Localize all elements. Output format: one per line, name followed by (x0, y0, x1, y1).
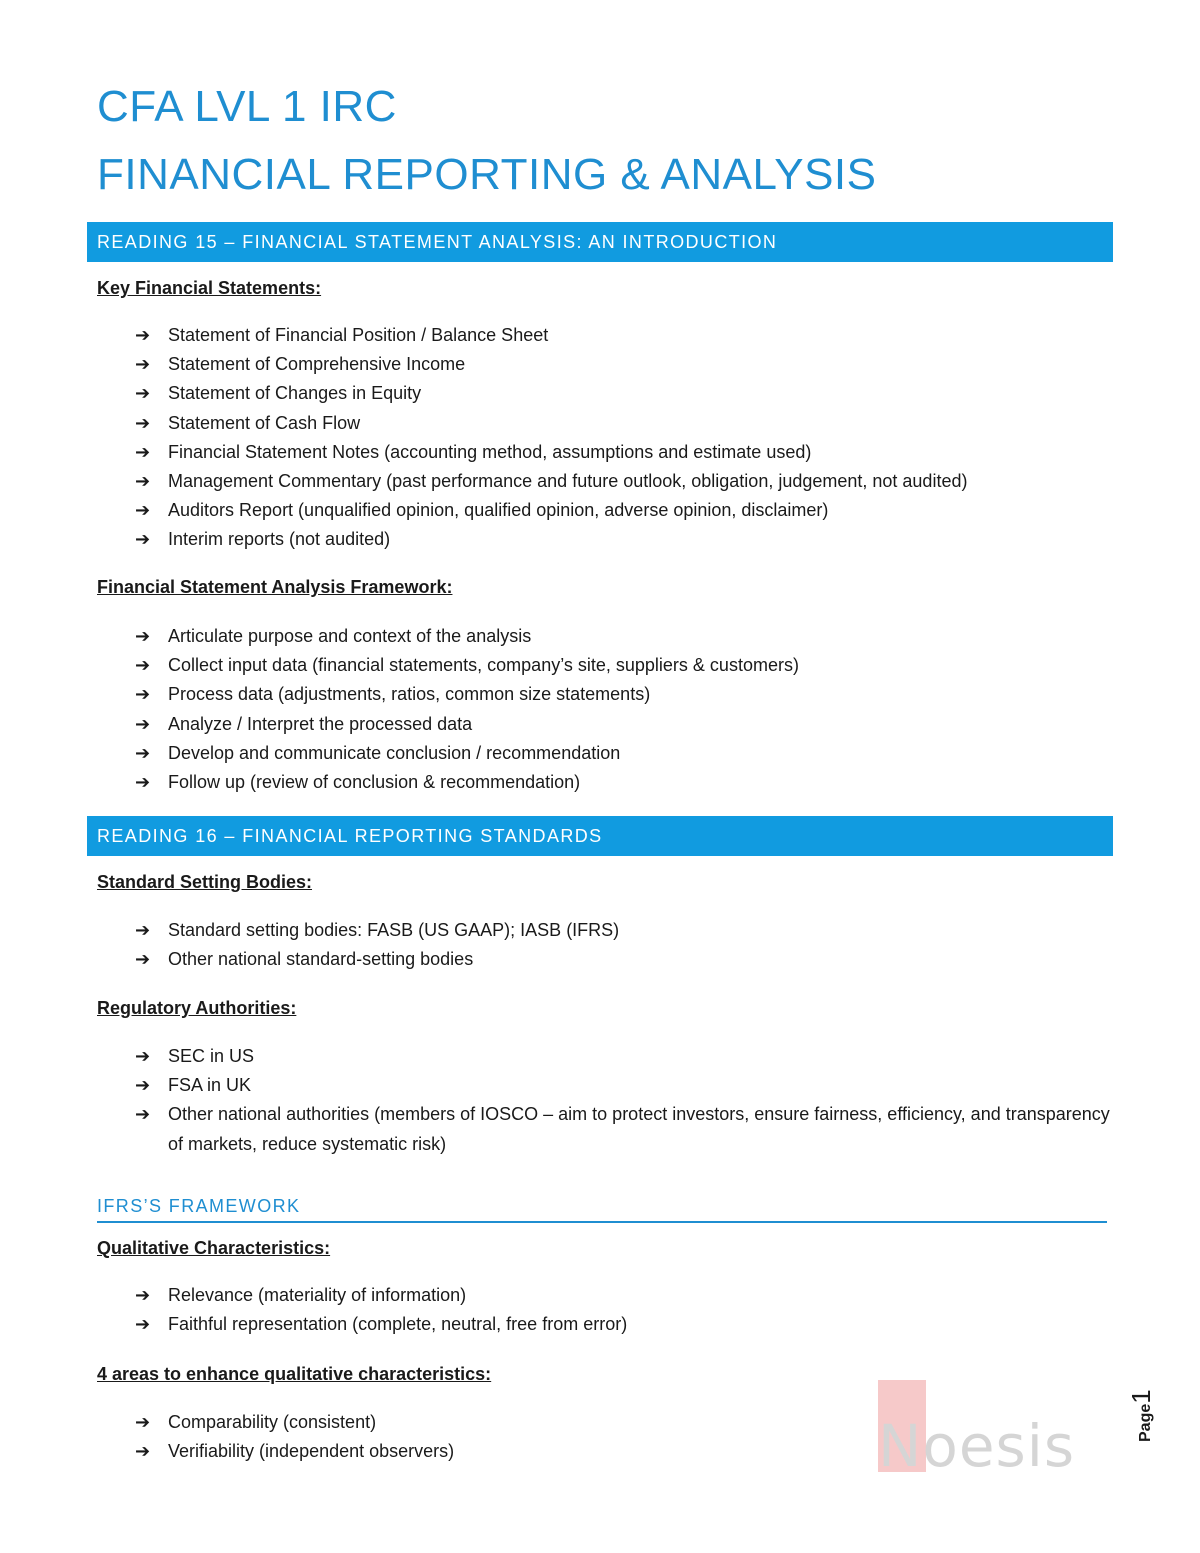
list-item (135, 710, 1115, 739)
list-item-text: Develop and communicate conclusion / recommendation (168, 742, 621, 763)
arrow-right-icon: ➔ (135, 354, 151, 375)
arrow-right-icon: ➔ (135, 325, 151, 345)
list-qualitative-characteristics (135, 1281, 1115, 1339)
arrow-right-icon: ➔ (135, 441, 151, 462)
page-number (1126, 1389, 1157, 1442)
list-item (135, 1310, 1115, 1339)
heading-analysis-framework: Financial Statement Analysis Framework: (97, 577, 453, 597)
list-item-text: Financial Statement Notes (accounting method, assumptions and estimate used) (168, 441, 812, 462)
list-item-text: Statement of Financial Position / Balance Sheet (168, 325, 549, 345)
arrow-right-icon: ➔ (135, 742, 151, 763)
arrow-right-icon: ➔ (135, 383, 151, 404)
list-item-text: Statement of Cash Flow (168, 412, 361, 433)
heading-regulatory-authorities: Regulatory Authorities: (97, 998, 297, 1018)
arrow-right-icon: ➔ (135, 1412, 151, 1432)
list-item (135, 1281, 1115, 1310)
list-item (135, 379, 1115, 408)
list-key-financial-statements (135, 321, 1115, 555)
list-item (135, 438, 1115, 467)
arrow-right-icon: ➔ (135, 471, 151, 492)
list-item (135, 350, 1115, 379)
arrow-right-icon: ➔ (135, 1075, 151, 1096)
list-item-text: Statement of Changes in Equity (168, 383, 422, 404)
noesis-logo: Noesis (878, 1412, 1076, 1480)
arrow-right-icon: ➔ (135, 500, 151, 521)
list-item-text: Process data (adjustments, ratios, common size statements) (168, 684, 651, 705)
list-regulatory-authorities (135, 1042, 1115, 1159)
list-item (135, 739, 1115, 768)
list-item-text: Comparability (consistent) (168, 1412, 377, 1432)
list-item-text: Statement of Comprehensive Income (168, 354, 466, 375)
list-item (135, 467, 1115, 496)
heading-key-financial-statements: Key Financial Statements: (97, 278, 322, 298)
section-header-reading-16: READING 16 – FINANCIAL REPORTING STANDARDS (87, 816, 1113, 856)
list-item-text: FSA in UK (168, 1075, 252, 1096)
arrow-right-icon: ➔ (135, 1441, 151, 1462)
list-item (135, 321, 1115, 350)
arrow-right-icon: ➔ (135, 1285, 151, 1305)
subsection-ifrs-framework: IFRS’S FRAMEWORK (97, 1196, 1107, 1223)
list-item-text: Management Commentary (past performance and future outlook, obligation, judgement, not audited) (168, 471, 968, 492)
document-title-line1: CFA LVL 1 IRC (97, 82, 397, 131)
arrow-right-icon: ➔ (135, 412, 151, 433)
arrow-right-icon: ➔ (135, 713, 151, 734)
list-item (135, 916, 1115, 945)
list-analysis-framework (135, 622, 1115, 797)
arrow-right-icon: ➔ (135, 684, 151, 705)
list-item-text: Other national standard-setting bodies (168, 949, 474, 970)
list-item (135, 1100, 1115, 1158)
list-item-text: Analyze / Interpret the processed data (168, 713, 473, 734)
arrow-right-icon: ➔ (135, 626, 151, 646)
arrow-right-icon: ➔ (135, 949, 151, 970)
list-item-text: Verifiability (independent observers) (168, 1441, 455, 1462)
list-item (135, 496, 1115, 525)
list-item (135, 409, 1115, 438)
list-item (135, 651, 1115, 680)
page-label: Page (1137, 1403, 1154, 1442)
list-item-text: SEC in US (168, 1046, 255, 1066)
list-item (135, 680, 1115, 709)
heading-qualitative-characteristics: Qualitative Characteristics: (97, 1238, 331, 1258)
list-item (135, 622, 1115, 651)
list-item-text: Relevance (materiality of information) (168, 1285, 467, 1305)
heading-enhance-characteristics: 4 areas to enhance qualitative characteristics: (97, 1364, 492, 1384)
document-title-line2: FINANCIAL REPORTING & ANALYSIS (97, 150, 877, 199)
list-item (135, 768, 1115, 797)
list-item (135, 525, 1115, 554)
arrow-right-icon: ➔ (135, 1314, 151, 1335)
list-item-text: Faithful representation (complete, neutral, free from error) (168, 1314, 628, 1335)
heading-standard-setting-bodies: Standard Setting Bodies: (97, 872, 313, 892)
arrow-right-icon: ➔ (135, 529, 151, 550)
arrow-right-icon: ➔ (135, 920, 151, 940)
list-standard-setting-bodies (135, 916, 1115, 974)
section-header-reading-15: READING 15 – FINANCIAL STATEMENT ANALYSIS: AN INTRODUCTION (87, 222, 1113, 262)
arrow-right-icon: ➔ (135, 1104, 151, 1125)
list-item-text: Auditors Report (unqualified opinion, qualified opinion, adverse opinion, disclaimer) (168, 500, 829, 521)
list-item (135, 945, 1115, 974)
list-item-text: Other national authorities (members of IOSCO – aim to protect investors, ensure fairness, efficiency, and transparency of markets, reduce systematic risk) (168, 1104, 1110, 1154)
arrow-right-icon: ➔ (135, 1046, 151, 1066)
list-item-text: Articulate purpose and context of the analysis (168, 626, 532, 646)
list-item-text: Standard setting bodies: FASB (US GAAP); IASB (IFRS) (168, 920, 620, 940)
list-item-text: Interim reports (not audited) (168, 529, 391, 550)
list-item-text: Collect input data (financial statements, company’s site, suppliers & customers) (168, 655, 799, 676)
list-item (135, 1042, 1115, 1071)
page-value: 1 (1126, 1389, 1156, 1404)
arrow-right-icon: ➔ (135, 655, 151, 676)
list-item-text: Follow up (review of conclusion & recommendation) (168, 772, 581, 793)
list-item (135, 1071, 1115, 1100)
arrow-right-icon: ➔ (135, 772, 151, 793)
